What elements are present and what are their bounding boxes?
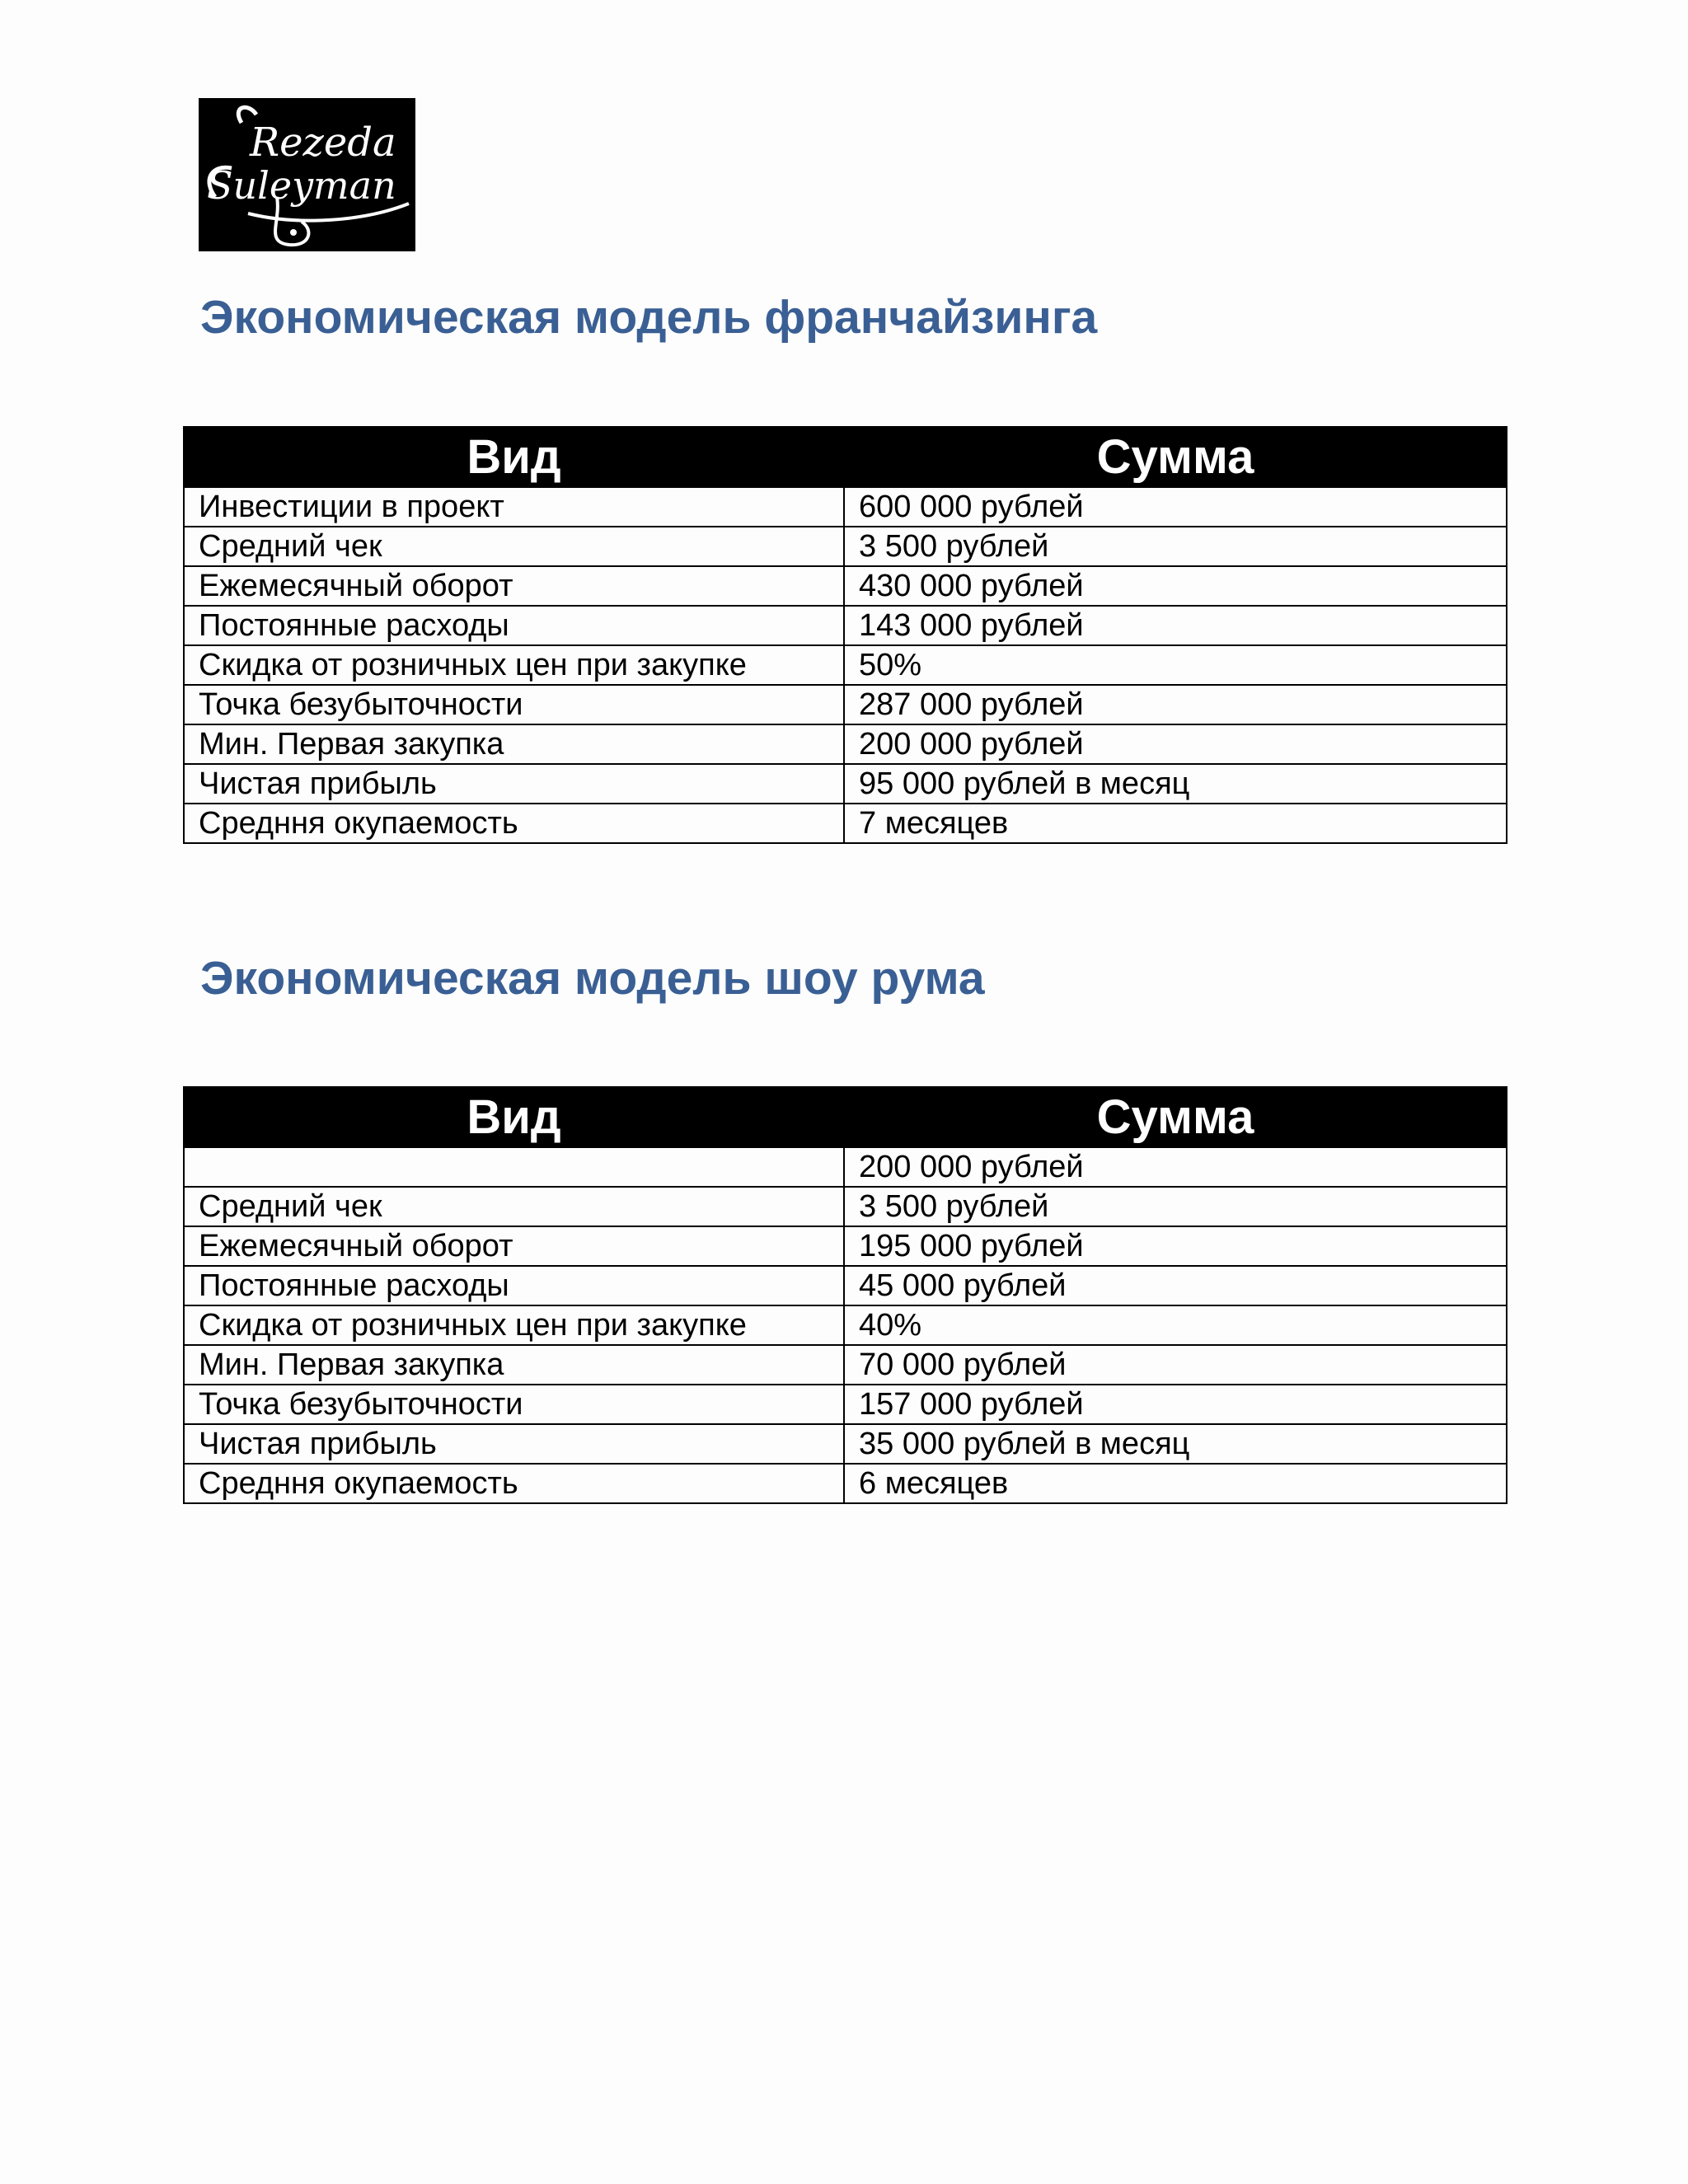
- row-value: 430 000 рублей: [844, 566, 1507, 606]
- table-row: [184, 804, 1507, 843]
- column-header-type: Вид: [184, 1087, 844, 1147]
- row-value: 50%: [844, 645, 1507, 685]
- row-value: 35 000 рублей в месяц: [844, 1424, 1507, 1464]
- brand-logo: [199, 98, 415, 251]
- row-label: Инвестиции в проект: [184, 487, 844, 527]
- row-value: 3 500 рублей: [844, 1187, 1507, 1226]
- row-value: 6 месяцев: [844, 1464, 1507, 1503]
- row-value: 95 000 рублей в месяц: [844, 764, 1507, 804]
- table-row: [184, 1345, 1507, 1385]
- table-row: [184, 1305, 1507, 1345]
- section-title-showroom: Экономическая модель шоу рума: [200, 952, 985, 1005]
- table-header-row: [184, 1087, 1507, 1147]
- row-label: Постоянные расходы: [184, 1266, 844, 1305]
- table-row: [184, 527, 1507, 566]
- row-value: 45 000 рублей: [844, 1266, 1507, 1305]
- row-value: 195 000 рублей: [844, 1226, 1507, 1266]
- row-value: 200 000 рублей: [844, 1147, 1507, 1187]
- section-title-franchise: Экономическая модель франчайзинга: [200, 291, 1098, 344]
- row-value: 287 000 рублей: [844, 685, 1507, 724]
- table-row: [184, 764, 1507, 804]
- showroom-economics-table: [183, 1086, 1507, 1504]
- row-value: 3 500 рублей: [844, 527, 1507, 566]
- row-label: Средння окупаемость: [184, 804, 844, 843]
- logo-line2: Suleyman: [207, 163, 396, 208]
- row-value: 200 000 рублей: [844, 724, 1507, 764]
- table-row: [184, 566, 1507, 606]
- column-header-amount: Сумма: [844, 427, 1507, 487]
- franchise-economics-table: [183, 426, 1507, 844]
- row-label: Постоянные расходы: [184, 606, 844, 645]
- table-row: [184, 1266, 1507, 1305]
- row-label: Мин. Первая закупка: [184, 1345, 844, 1385]
- table-header-row: [184, 427, 1507, 487]
- table-row: [184, 1147, 1507, 1187]
- table-row: [184, 1226, 1507, 1266]
- row-value: 157 000 рублей: [844, 1385, 1507, 1424]
- table-row: [184, 606, 1507, 645]
- row-value: 600 000 рублей: [844, 487, 1507, 527]
- row-label: Точка безубыточности: [184, 1385, 844, 1424]
- table-row: [184, 1385, 1507, 1424]
- table-row: [184, 1424, 1507, 1464]
- table-row: [184, 685, 1507, 724]
- row-label: Скидка от розничных цен при закупке: [184, 1305, 844, 1345]
- logo-mark: [199, 98, 415, 251]
- row-label: Чистая прибыль: [184, 1424, 844, 1464]
- row-label: Средний чек: [184, 1187, 844, 1226]
- row-label: Чистая прибыль: [184, 764, 844, 804]
- row-label: Скидка от розничных цен при закупке: [184, 645, 844, 685]
- row-label: Точка безубыточности: [184, 685, 844, 724]
- row-value: 40%: [844, 1305, 1507, 1345]
- row-value: 70 000 рублей: [844, 1345, 1507, 1385]
- table-row: [184, 645, 1507, 685]
- table-row: [184, 1464, 1507, 1503]
- row-label: Ежемесячный оборот: [184, 1226, 844, 1266]
- row-label: Ежемесячный оборот: [184, 566, 844, 606]
- row-label: Средння окупаемость: [184, 1464, 844, 1503]
- table-row: [184, 487, 1507, 527]
- row-label: [184, 1147, 844, 1187]
- column-header-type: Вид: [184, 427, 844, 487]
- table-row: [184, 724, 1507, 764]
- logo-line1: Rezeda: [250, 120, 396, 166]
- column-header-amount: Сумма: [844, 1087, 1507, 1147]
- row-value: 143 000 рублей: [844, 606, 1507, 645]
- row-label: Средний чек: [184, 527, 844, 566]
- row-label: Мин. Первая закупка: [184, 724, 844, 764]
- row-value: 7 месяцев: [844, 804, 1507, 843]
- table-row: [184, 1187, 1507, 1226]
